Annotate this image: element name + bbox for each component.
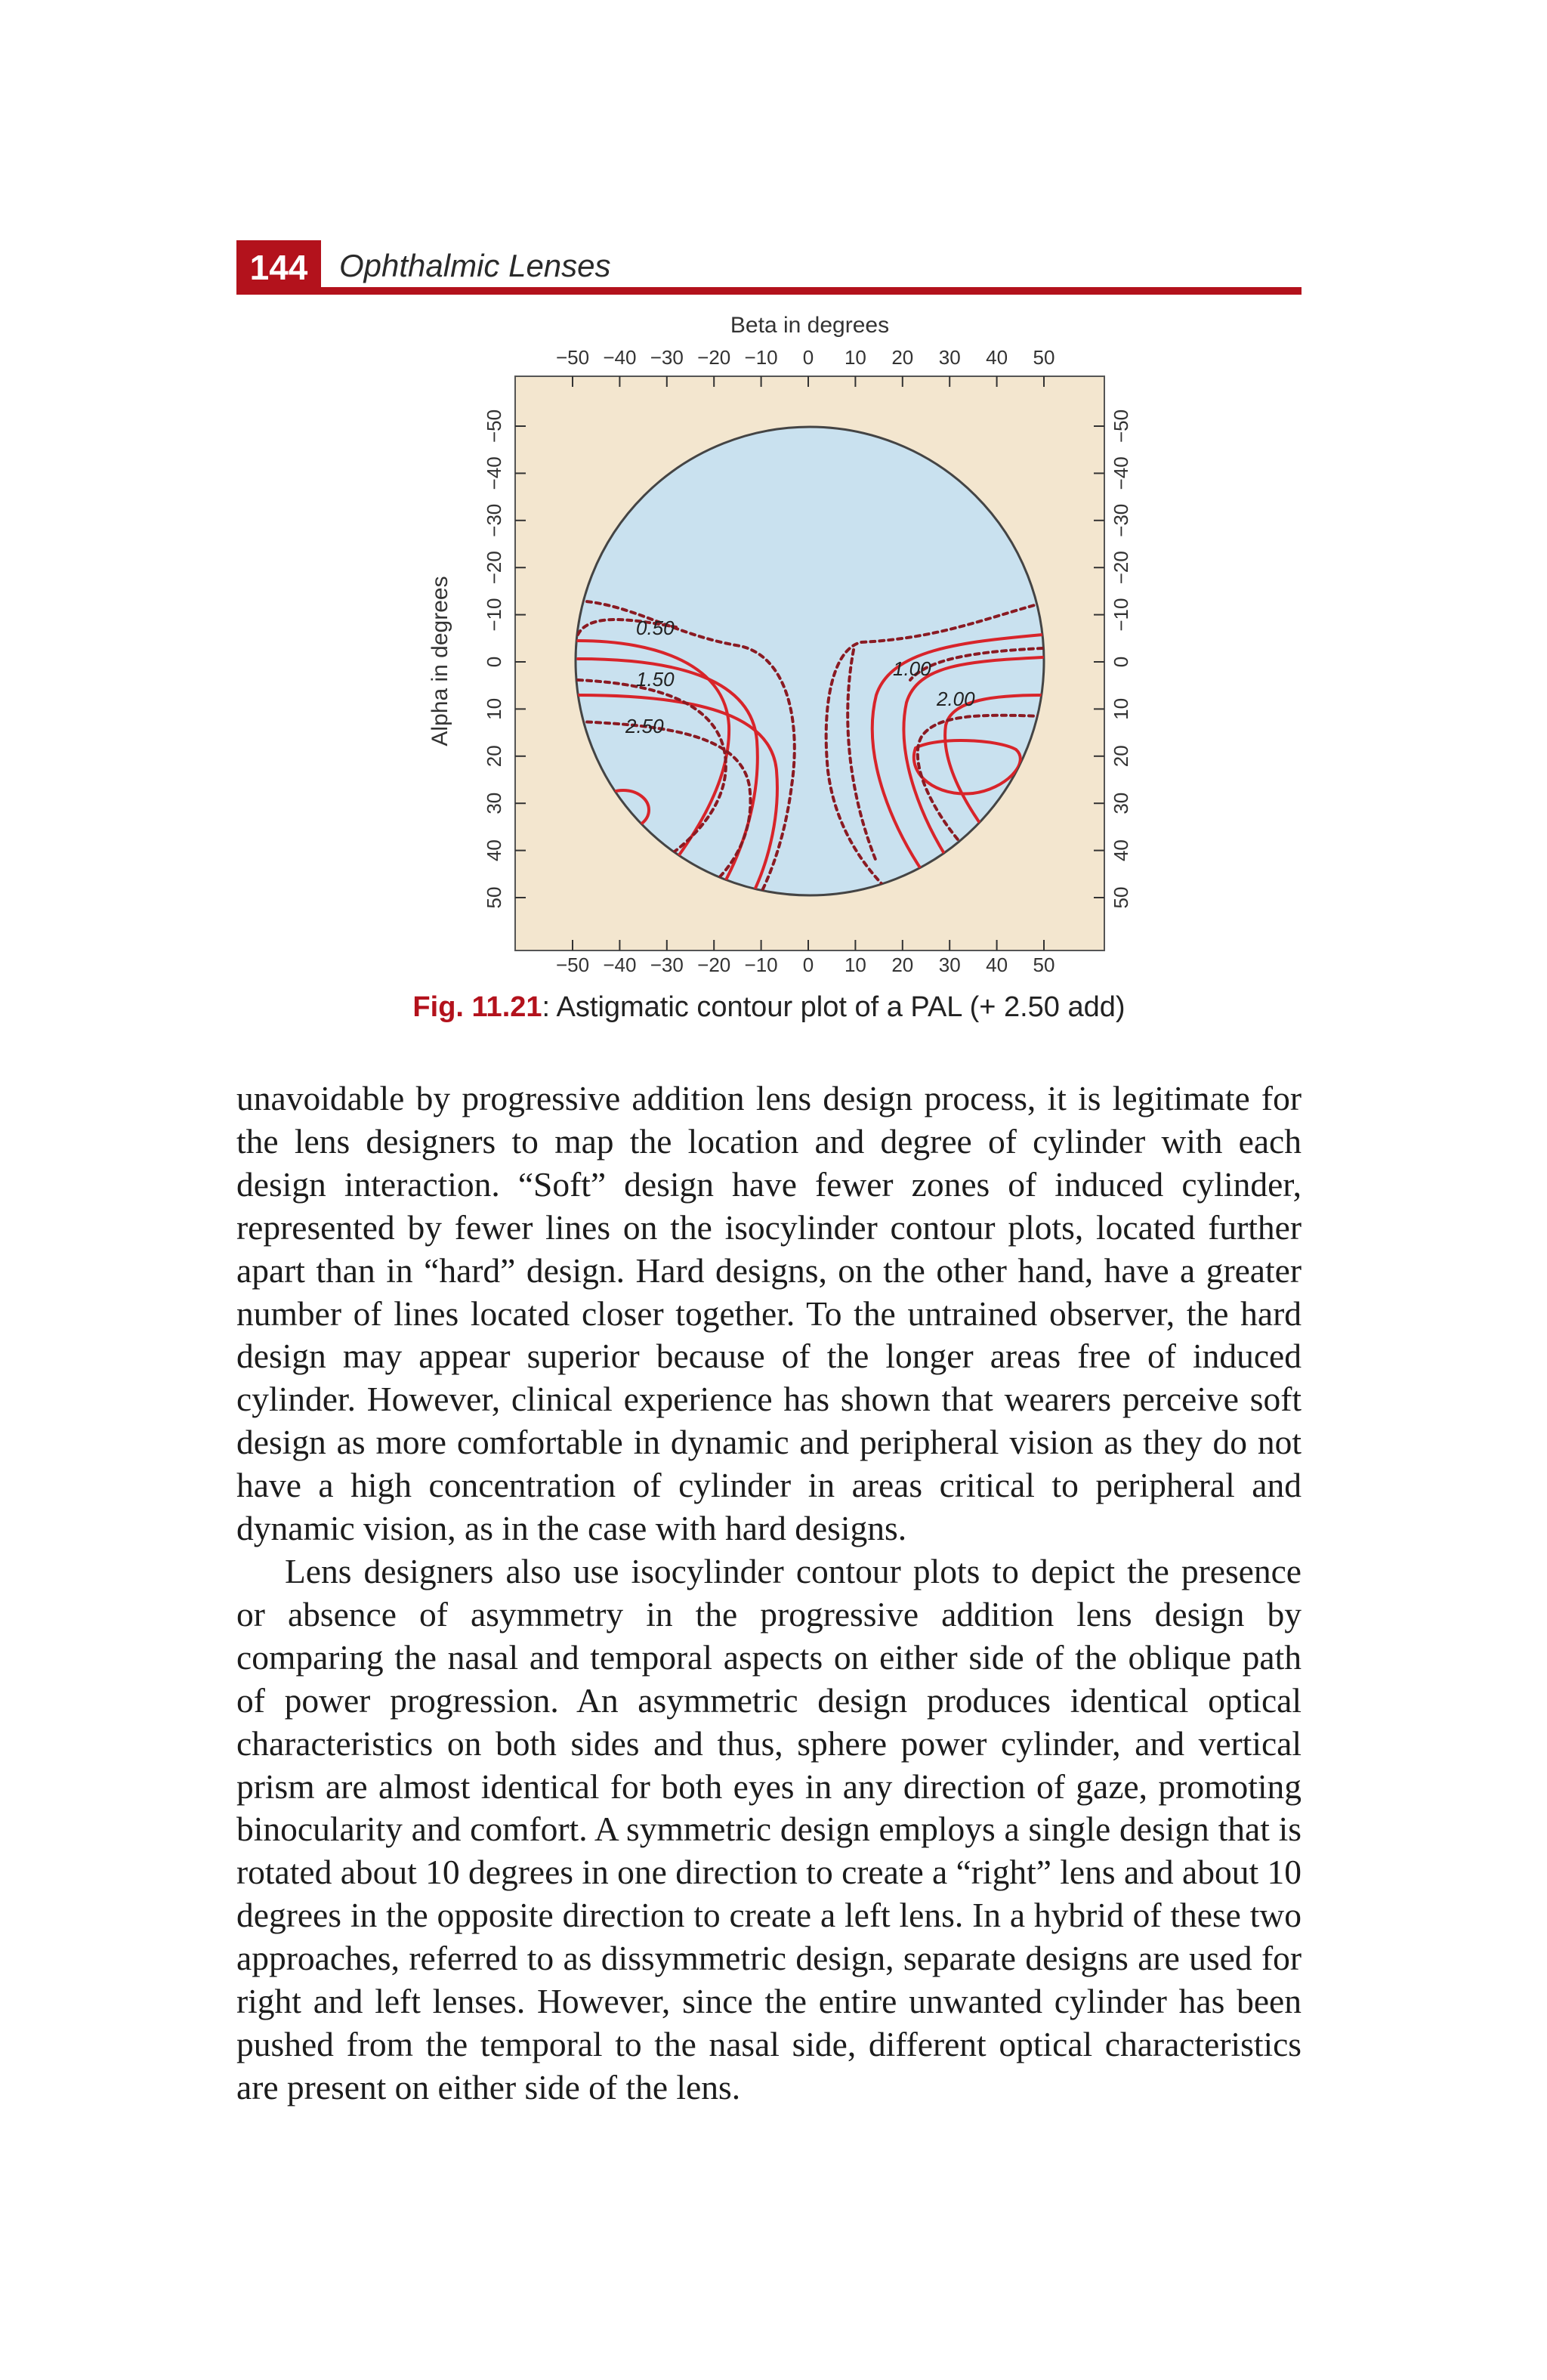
figure-label: Fig. 11.21 (412, 991, 542, 1023)
contour-plot (408, 302, 1148, 1020)
alpha-tick-label-left: −50 (482, 409, 505, 444)
paragraph: unavoidable by progressive addition lens design process, it is legitimate for the lens designers to map the location and degree of cylinder with each design interaction. “Soft” design have fewer zones of induced cylinder, represented by fewer lines on the isocylinder contour plots, located further apart than in “hard” design. Hard designs, on the other hand, have a greater number of lines located closer together. To the untrained observer, the hard design may appear superior because of the longer areas free of induced cylinder. However, clinical experience has shown that wearers perceive soft design as more comfortable in dynamic and peripheral vision as they do not have a high concentration of cylinder in areas critical to peripheral and dynamic vision, as in the case with hard designs. (236, 1079, 1302, 1548)
beta-tick-label-bottom: −30 (650, 954, 684, 976)
beta-tick-label-top: −50 (555, 346, 590, 369)
beta-tick-label-bottom: −40 (603, 954, 637, 976)
beta-tick-label-bottom: −20 (697, 954, 731, 976)
alpha-tick-label-left: 30 (482, 792, 505, 814)
alpha-tick-label-right: −20 (1109, 551, 1132, 585)
alpha-tick-label-right: −40 (1109, 456, 1132, 490)
beta-tick-label-top: −10 (744, 346, 778, 369)
left-axis-title: Alpha in degrees (428, 576, 452, 746)
beta-tick-label-bottom: 50 (1033, 954, 1055, 976)
page-number: 144 (236, 240, 321, 295)
alpha-tick-label-right: 50 (1109, 886, 1132, 909)
contour-label: 2.50 (625, 715, 664, 737)
figure-caption (236, 991, 1302, 1024)
beta-tick-label-bottom: −10 (744, 954, 778, 976)
caption-text: : Astigmatic contour plot of a PAL (+ 2.50 add) (542, 991, 1126, 1023)
paragraph: Lens designers also use isocylinder contour plots to depict the presence or absence of asymmetry in the progressive addition lens design by comparing the nasal and temporal aspects on either side of the oblique path of power progression. An asymmetric design produces identical optical characteristics on both sides and thus, sphere power cylinder, and vertical prism are almost identical for both eyes in any direction of gaze, promoting binocularity and comfort. A symmetric design employs a single design that is rotated about 10 degrees in one direction to create a “right” lens and about 10 degrees in the opposite direction to create a left lens. In a hybrid of these two approaches, referred to as dissymmetric design, separate designs are used for right and left lenses. However, since the entire unwanted cylinder has been pushed from the temporal to the nasal side, different optical characteristics are present on either side of the lens. (236, 1551, 1302, 2106)
beta-tick-label-top: 50 (1033, 346, 1055, 369)
alpha-tick-label-right: −50 (1109, 409, 1132, 444)
body-text (236, 1077, 1302, 2110)
beta-tick-label-top: 40 (986, 346, 1008, 369)
alpha-tick-label-left: −30 (482, 503, 505, 537)
beta-tick-label-top: −30 (650, 346, 684, 369)
header-rule (321, 287, 1302, 295)
alpha-tick-label-right: 40 (1109, 839, 1132, 862)
alpha-tick-label-left: −10 (482, 598, 505, 632)
beta-tick-label-bottom: 20 (891, 954, 914, 976)
beta-tick-label-top: −40 (603, 346, 637, 369)
beta-tick-label-top: 10 (844, 346, 866, 369)
beta-tick-label-bottom: 40 (986, 954, 1008, 976)
alpha-tick-label-right: 20 (1109, 745, 1132, 768)
beta-tick-label-bottom: 30 (938, 954, 961, 976)
alpha-tick-label-right: −10 (1109, 598, 1132, 632)
alpha-tick-label-left: −40 (482, 456, 505, 490)
beta-tick-label-bottom: 0 (802, 954, 814, 976)
contour-label: 0.50 (636, 617, 675, 639)
lens-circle (576, 427, 1044, 895)
alpha-tick-label-right: 10 (1109, 697, 1132, 720)
alpha-tick-label-right: −30 (1109, 503, 1132, 537)
top-axis-title: Beta in degrees (730, 313, 890, 338)
beta-tick-label-bottom: 10 (844, 954, 866, 976)
running-header (236, 240, 1302, 295)
alpha-tick-label-left: 40 (482, 839, 505, 862)
alpha-tick-label-left: 50 (482, 886, 505, 909)
alpha-tick-label-left: −20 (482, 551, 505, 585)
alpha-tick-label-right: 0 (1109, 656, 1132, 668)
book-title: Ophthalmic Lenses (339, 248, 611, 283)
contour-label: 1.50 (636, 668, 675, 691)
contour-label: 2.00 (937, 688, 975, 710)
beta-tick-label-top: 0 (802, 346, 814, 369)
alpha-tick-label-right: 30 (1109, 792, 1132, 814)
beta-tick-label-top: −20 (697, 346, 731, 369)
alpha-tick-label-left: 0 (482, 656, 505, 668)
beta-tick-label-top: 30 (938, 346, 961, 369)
contour-label: 1.00 (893, 657, 931, 680)
alpha-tick-label-left: 10 (482, 697, 505, 720)
beta-tick-label-top: 20 (891, 346, 914, 369)
contour-plot-figure (408, 302, 1148, 1020)
alpha-tick-label-left: 20 (482, 745, 505, 768)
beta-tick-label-bottom: −50 (555, 954, 590, 976)
